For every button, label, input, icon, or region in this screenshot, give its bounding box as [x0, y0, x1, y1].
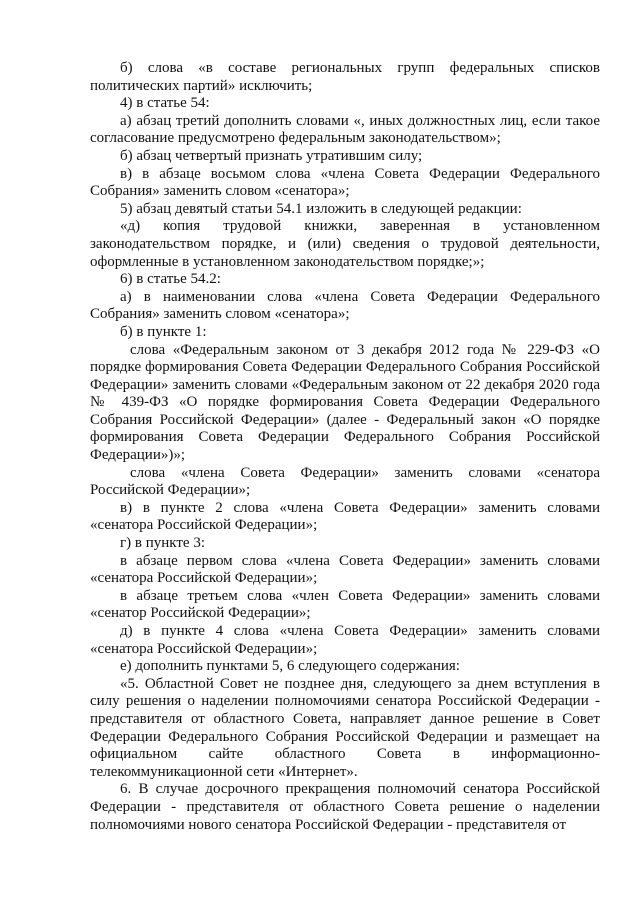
paragraph: в) в абзаце восьмом слова «члена Совета Федерации Федерального Собрания» заменить словом «сенатора»; [90, 165, 600, 200]
paragraph: в абзаце третьем слова «член Совета Федерации» заменить словами «сенатор Российской Федерации»; [90, 587, 600, 622]
paragraph: слова «члена Совета Федерации» заменить словами «сенатора Российской Федерации»; [90, 464, 600, 499]
paragraph: е) дополнить пунктами 5, 6 следующего содержания: [120, 658, 460, 675]
paragraph: г) в пункте 3: [120, 535, 206, 552]
paragraph: а) абзац третий дополнить словами «, иных должностных лиц, если такое согласование предусмотрено федеральным законодательством»; [90, 112, 600, 147]
paragraph: «д) копия трудовой книжки, заверенная в установленном законодательством порядке, и (или) сведения о трудовой деятельности, оформленные в установленном законодательством порядке;»; [90, 218, 600, 270]
paragraph: в) в пункте 2 слова «члена Совета Федерации» заменить словами «сенатора Российской Федерации»; [90, 499, 600, 534]
paragraph: 6) в статье 54.2: [120, 271, 221, 288]
paragraph: 5) абзац девятый статьи 54.1 изложить в следующей редакции: [120, 200, 522, 217]
paragraph: «5. Областной Совет не позднее дня, следующего за днем вступления в силу решения о наделении полномочиями сенатора Российской Федерации - представителя от областного Совета, направляет данное решение в Совет Федерации Федерального Собрания Российской Федерации и размещает на официальном сайте областного Совета в информационно-телекоммуникационной сети «Интернет». [90, 675, 600, 780]
paragraph: в абзаце первом слова «члена Совета Федерации» заменить словами «сенатора Российской Федерации»; [90, 552, 600, 587]
paragraph: 4) в статье 54: [120, 95, 210, 112]
paragraph: д) в пункте 4 слова «члена Совета Федерации» заменить словами «сенатора Российской Федерации»; [90, 623, 600, 657]
paragraph: б) абзац четвертый признать утратившим силу; [120, 147, 423, 164]
paragraph: слова «Федеральным законом от 3 декабря 2012 года № 229-ФЗ «О порядке формирования Совета Федерации Федерального Собрания Российской Федерации» заменить словами «Федеральным законом от 22 декабря 2020 года № 439-ФЗ «О порядке формирования Совета Федерации Федерального Собрания Российской Федерации» (далее - Федеральный закон «О порядке формирования Совета Федерации Федерального Собрания Российской Федерации»)»; [90, 341, 600, 464]
paragraph: 6. В случае досрочного прекращения полномочий сенатора Российской Федерации - представителя от областного Совета решение о наделении полномочиями нового сенатора Российской Федерации - представителя от [90, 781, 600, 833]
paragraph: а) в наименовании слова «члена Совета Федерации Федерального Собрания» заменить словом «сенатора»; [90, 288, 600, 323]
document-body [90, 60, 600, 834]
paragraph: б) в пункте 1: [120, 323, 207, 340]
paragraph: б) слова «в составе региональных групп федеральных списков политических партий» исключить; [90, 60, 600, 94]
